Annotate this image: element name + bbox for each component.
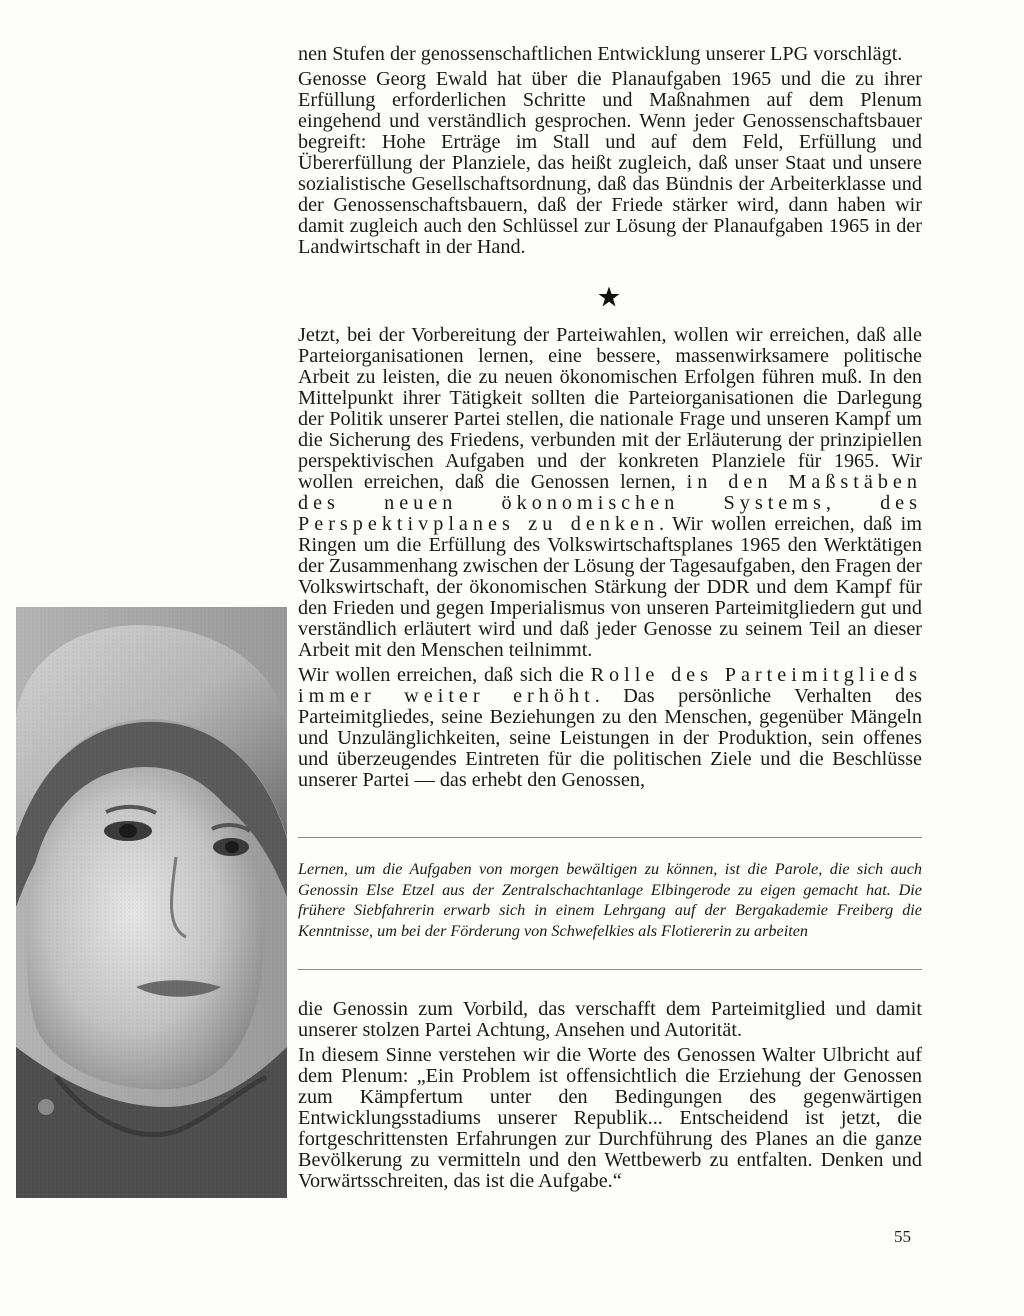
portrait-photo [16, 607, 287, 1198]
paragraph-4-part-a: Wir wollen erreichen, daß sich die [298, 664, 591, 686]
portrait-image [16, 607, 287, 1198]
text-column-bottom [298, 999, 922, 1196]
star-icon [597, 285, 621, 309]
photo-caption: Lernen, um die Aufgaben von morgen bewältigen zu können, ist die Parole, die sich auch Genossin Else Etzel aus der Zentralschachtanlage Elbingerode zu eigen gemacht hat. Die frühere Siebfahrerin erwarb sich in einem Lehrgang auf der Bergakademie Freiberg die Kenntnisse, um bei der Förderung von Schwefelkies als Flotiererin zu arbeiten [298, 860, 922, 940]
text-column-middle [298, 325, 922, 795]
text-column-top [298, 44, 922, 262]
paragraph-4 [298, 665, 922, 791]
paragraph-4-part-c: . Das persönliche Verhalten des Parteimitgliedes, seine Beziehungen zu den Menschen, gegenüber Mängeln und Unzulänglichkeiten, seine Leistungen in der Produktion, sein offenes und überzeugendes Eintreten für die politischen Ziele und die Beschlüsse unserer Partei — das erhebt den Genossen, [298, 685, 923, 791]
caption-rule-top [298, 837, 922, 838]
paragraph-2: Genosse Georg Ewald hat über die Planaufgaben 1965 und die zu ihrer Erfüllung erforderlichen Schritte und Maßnahmen auf dem Plenum eingehend und verständlich gesprochen. Wenn jeder Genossenschaftsbauer begreift: Hohe Erträge im Stall und auf dem Feld, Erfüllung und Übererfüllung der Planziele, das heißt zugleich, daß unser Staat und unsere sozialistische Gesellschaftsordnung, daß das Bündnis der Arbeiterklasse und der Genossenschaftsbauern, daß der Friede stärker wird, dann haben wir damit zugleich auch den Schlüssel zur Lösung der Planaufgaben 1965 in der Landwirtschaft in der Hand. [298, 68, 922, 258]
caption-rule-bottom [298, 969, 922, 970]
paragraph-3-part-a: Jetzt, bei der Vorbereitung der Parteiwahlen, wollen wir erreichen, daß alle Parteiorganisationen lernen, eine bessere, massenwirksamere politische Arbeit zu leisten, die zu neuen ökonomischen Erfolgen führen muß. In den Mittelpunkt ihrer Tätigkeit sollten die Parteiorganisationen die Darlegung der Politik unserer Partei stellen, die nationale Frage und unseren Kampf um die Sicherung des Friedens, verbunden mit der Erläuterung der prinzipiellen perspektivischen Aufgaben und der konkreten Planziele für 1965. Wir wollen erreichen, daß die Genossen lernen, [298, 324, 922, 493]
page-number: 55 [894, 1227, 911, 1246]
paragraph-1: nen Stufen der genossenschaftlichen Entwicklung unserer LPG vorschlägt. [298, 43, 903, 65]
paragraph-3-emphasis: in den Maßstäben des neuen ökonomischen Systems, des Perspektivplanes zu denken [298, 471, 922, 535]
paragraph-6: In diesem Sinne verstehen wir die Worte des Genossen Walter Ulbricht auf dem Plenum: „Ein Problem ist offensichtlich die Erziehung der Genossen zum Kämpfertum unter den Bedingungen des gegenwärtigen Entwicklungsstadiums unserer Republik... Entscheidend ist jetzt, die fortgeschrittensten Erfahrungen zur Durchführung des Planes an die ganze Bevölkerung zu vermitteln und den Wettbewerb zu entfalten. Denken und Vorwärtsschreiten, das ist die Aufgabe.“ [298, 1044, 922, 1192]
paragraph-3 [298, 325, 922, 661]
paragraph-4-emphasis: Rolle des Parteimitglieds immer weiter erhöht [298, 664, 922, 707]
paragraph-3-part-c: . Wir wollen erreichen, daß im Ringen um die Erfüllung des Volkswirtschaftsplanes 1965 den Werktätigen der Zusammenhang zwischen der Lösung der Tagesaufgaben, den Fragen der Volkswirtschaft, der ökonomischen Stärkung der DDR und dem Kampf für den Frieden und gegen Imperialismus von unseren Parteimitgliedern gut und verständlich erläutert wird und daß jeder Genosse zu seinem Teil an dieser Arbeit mit den Menschen teilnimmt. [298, 513, 922, 661]
paragraph-5: die Genossin zum Vorbild, das verschafft dem Parteimitglied und damit unserer stolzen Partei Achtung, Ansehen und Autorität. [298, 998, 922, 1041]
